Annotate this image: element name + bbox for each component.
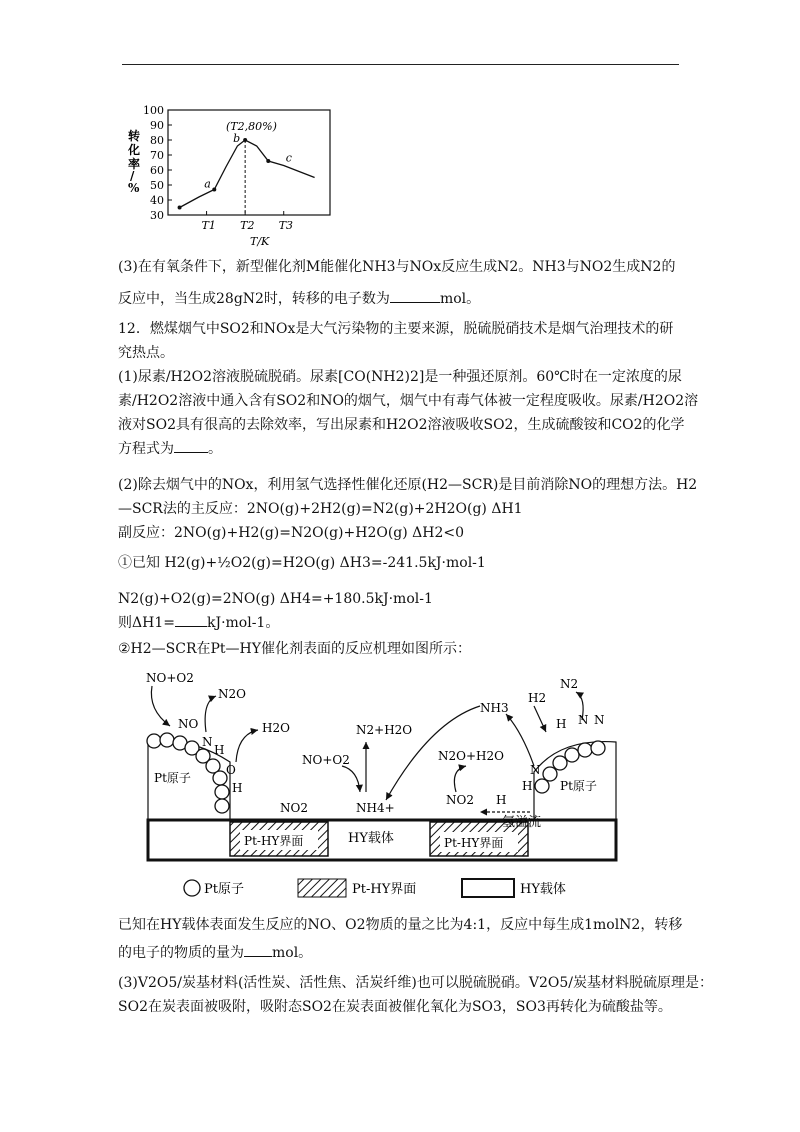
no-o2-mid: NO+O2 [302, 753, 350, 767]
q12-p1-1: (1)尿素/H2O2溶液脱硫脱硝。尿素[CO(NH2)2]是一种强还原剂。60℃时在一定浓度的尿 [118, 369, 682, 385]
data-point [212, 188, 216, 192]
mechanism-diagram [130, 662, 650, 912]
q12-p2-6-unit: kJ·mol-1。 [206, 615, 280, 631]
x-tick-label: T3 [278, 219, 294, 232]
no-label: NO [178, 717, 199, 731]
data-point [266, 159, 270, 163]
q12-p2-3: 副反应：2NO(g)+H2(g)=N2O(g)+H2O(g) ΔH2<0 [118, 525, 465, 541]
point-label: c [285, 151, 292, 165]
interface-right-label: Pt-HY界面 [444, 836, 504, 850]
n-label: N [202, 735, 213, 749]
legend-interface: Pt-HY界面 [352, 882, 417, 897]
q12-intro2: 究热点。 [118, 345, 174, 361]
q12-p1-2: 素/H2O2溶液中通入含有SO2和NO的烟气，烟气中有毒气体被一定程度吸收。尿素/H2O2溶 [118, 393, 699, 409]
nh4: NH4+ [356, 801, 395, 815]
interface-left-label: Pt-HY界面 [244, 834, 304, 848]
y-axis-label [127, 128, 140, 195]
arrow-n2o-h2o [454, 766, 466, 792]
arrow-n2o [205, 696, 216, 732]
q12-p2-9-unit: mol。 [272, 945, 313, 961]
pt-left-label: Pt原子 [154, 771, 191, 785]
x-axis-label: T/K [250, 235, 270, 248]
q12-p2-8: 已知在HY载体表面发生反应的NO、O2物质的量之比为4:1，反应中每生成1molN2，转移 [118, 917, 683, 933]
y-tick-label: 70 [150, 149, 164, 162]
no2-mid: NO2 [280, 801, 308, 815]
y-tick-label: 90 [150, 119, 164, 132]
n2-right: N2 [560, 677, 579, 691]
q12-p2-1: (2)除去烟气中的NOx，利用氢气选择性催化还原(H2—SCR)是目前消除NO的理想方法。H2 [118, 477, 698, 493]
q3-line2-unit: mol。 [439, 291, 481, 307]
arrow-h2o-left [236, 730, 258, 762]
q12-p2-2: —SCR法的主反应：2NO(g)+2H2(g)=N2(g)+2H2O(g) ΔH1 [118, 501, 523, 517]
h-label-2: H [232, 781, 243, 795]
legend-pt: Pt原子 [204, 882, 244, 897]
x-tick-label: T2 [240, 219, 255, 232]
n2o-h2o: N2O+H2O [438, 749, 504, 763]
q12-p3-2: SO2在炭表面被吸附，吸附态SO2在炭表面被催化氧化为SO3，SO3再转化为硫酸盐等。 [118, 999, 672, 1015]
q3-line2-text: 反应中，当生成28gN2时，转移的电子数为 [118, 291, 390, 307]
answer-blank[interactable] [390, 288, 440, 303]
hy-carrier-label: HY载体 [348, 831, 394, 846]
q12-p1-4-text: 方程式为 [118, 441, 174, 457]
y-tick-label: 50 [150, 179, 164, 192]
data-point [178, 206, 182, 210]
y-tick-label: 100 [143, 104, 164, 117]
answer-blank[interactable] [244, 942, 272, 957]
no2-right: NO2 [446, 793, 474, 807]
q12-p2-9 [118, 942, 312, 964]
header-rule [122, 64, 679, 65]
o-label: O [226, 763, 236, 777]
h-label-1: H [214, 743, 225, 757]
n-r3: N [530, 763, 541, 777]
h2-right: H2 [528, 691, 547, 705]
y-tick-label: 40 [150, 194, 164, 207]
h-r2: H [522, 779, 533, 793]
q12-p2-4: ①已知 H2(g)+½O2(g)=H2O(g) ΔH3=-241.5kJ·mol-1 [118, 555, 486, 571]
conversion-chart [118, 100, 348, 250]
n-r1: N [578, 713, 589, 727]
y-tick-label: 60 [150, 164, 164, 177]
n-r2: N [594, 713, 605, 727]
nh3: NH3 [480, 701, 509, 715]
q12-p2-5: N2(g)+O2(g)=2NO(g) ΔH4=+180.5kJ·mol-1 [118, 591, 433, 607]
n2-h2o: N2+H2O [356, 723, 413, 737]
legend-carrier: HY载体 [520, 882, 566, 897]
arrow-no-o2-left [151, 686, 170, 726]
h-spill: H [496, 793, 507, 807]
q12-p1-4-end: 。 [208, 441, 222, 457]
q12-p2-6 [118, 612, 279, 634]
q12-intro1: 12．燃煤烟气中SO2和NOx是大气污染物的主要来源，脱硫脱硝技术是烟气治理技术的研 [118, 321, 674, 337]
q12-p1-4 [118, 438, 222, 460]
q3-line2 [118, 288, 480, 310]
x-tick-label: T1 [201, 219, 216, 232]
arrow-h2 [534, 706, 546, 732]
spillover-label: 氢溢流 [502, 815, 542, 830]
peak-annotation: (T2,80%) [226, 120, 277, 133]
chart-marks [178, 132, 315, 215]
y-label-char: / [130, 169, 135, 183]
y-tick-label: 30 [150, 209, 164, 222]
h2o-left: H2O [262, 721, 290, 735]
q12-p3-1: (3)V2O5/炭基材料(活性炭、活性焦、活炭纤维)也可以脱硫脱硝。V2O5/炭基材料脱硫原理是： [118, 975, 713, 991]
diagram-legend [184, 879, 566, 897]
q12-p2-9-text: 的电子的物质的量为 [118, 945, 244, 961]
answer-blank[interactable] [174, 438, 208, 453]
point-label: b [233, 132, 241, 145]
point-label: a [204, 177, 211, 191]
pt-right-label: Pt原子 [560, 779, 597, 793]
q12-p2-6-text: 则ΔH1= [118, 615, 175, 631]
arrow-nh3-out [506, 714, 534, 766]
y-label-char: % [128, 181, 140, 195]
y-label-char: 转 [128, 129, 141, 143]
no-o2-left: NO+O2 [146, 671, 194, 685]
y-label-char: 率 [128, 157, 141, 171]
h-r1: H [556, 717, 567, 731]
q12-p2-7: ②H2—SCR在Pt—HY催化剂表面的反应机理如图所示： [118, 641, 472, 657]
y-tick-label: 80 [150, 134, 164, 147]
q12-p1-3: 液对SO2具有很高的去除效率，写出尿素和H2O2溶液吸收SO2，生成硫酸铵和CO2的化学 [118, 417, 685, 433]
y-label-char: 化 [128, 143, 141, 157]
arrow-no-o2-mid [342, 766, 360, 792]
q3-line1: (3)在有氧条件下，新型催化剂M能催化NH3与NOx反应生成N2。NH3与NO2生成N2的 [118, 259, 676, 275]
n2o-top: N2O [218, 687, 246, 701]
answer-blank[interactable] [175, 612, 207, 627]
series-line [180, 140, 315, 208]
